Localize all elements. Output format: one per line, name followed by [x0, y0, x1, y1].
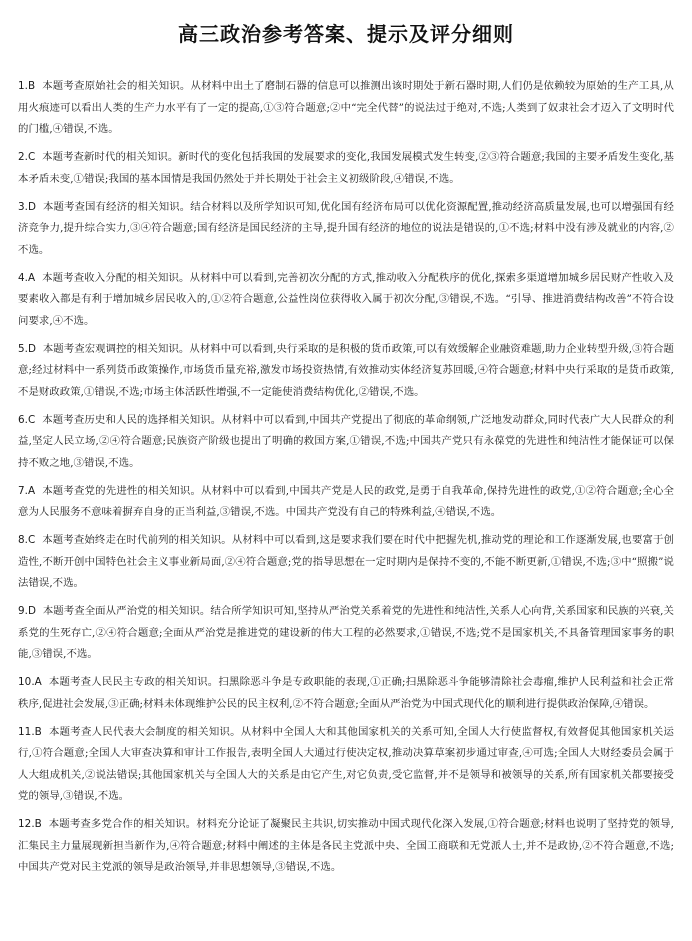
- answer-item-8: [18, 530, 674, 595]
- answer-list: [18, 76, 674, 885]
- answer-explanation: 本题考查国有经济的相关知识。结合材料以及所学知识可知,优化国有经济布局可以优化资源配置,推动经济高质量发展,也可以增强国有经济竞争力,提升综合实力,③④符合题意;国有经济是国民经济的主导,提升国有经济的地位的说法是错误的,①不选;材料中没有涉及就业的内容,②不选。: [18, 200, 674, 256]
- answer-item-4: [18, 268, 674, 333]
- answer-number: 3.D: [18, 200, 37, 213]
- answer-explanation: 本题考查始终走在时代前列的相关知识。从材料中可以看到,这是要求我们要在时代中把握先机,推动党的理论和工作逐渐发展,也要富于创造性,不断开创中国特色社会主义事业新局面,②④符合题意;党的指导思想在一定时期内是保持不变的,不能不断更新,①错误,不选;③中“照搬”说法错误,不选。: [18, 534, 674, 589]
- answer-number: 12.B: [18, 818, 42, 830]
- answer-number: 11.B: [18, 725, 42, 738]
- answer-number: 9.D: [18, 605, 37, 617]
- answer-item-6: [18, 410, 674, 475]
- answer-number: 1.B: [18, 80, 36, 92]
- answer-item-3: [18, 197, 674, 262]
- answer-item-9: [18, 601, 674, 666]
- answer-number: 10.A: [18, 676, 42, 688]
- answer-item-12: [18, 814, 674, 879]
- answer-explanation: 本题考查党的先进性的相关知识。从材料中可以看到,中国共产党是人民的政党,是勇于自我革命,保持先进性的政党,①②符合题意;全心全意为人民服务不意味着摒弃自身的正当利益,③错误,不选。中国共产党没有自己的特殊利益,④错误,不选。: [18, 484, 674, 518]
- answer-explanation: 本题考查收入分配的相关知识。从材料中可以看到,完善初次分配的方式,推动收入分配秩序的优化,探索多渠道增加城乡居民财产性收入及要素收入都是有利于增加城乡居民收入的,①②符合题意,公益性岗位获得收入属于初次分配,③错误,不选。“引导、推进消费结构改善”不符合设问要求,④不选。: [18, 271, 674, 327]
- answer-item-1: [18, 76, 674, 141]
- answer-number: 8.C: [18, 534, 36, 546]
- answer-number: 4.A: [18, 271, 36, 284]
- answer-explanation: 本题考查多党合作的相关知识。材料充分论证了凝聚民主共识,切实推动中国式现代化深入发展,①符合题意;材料也说明了坚持党的领导,汇集民主力量展现新担当新作为,④符合题意;材料中阐述的主体是各民主党派中央、全国工商联和无党派人士,并不是政协,②不符合题意,不选;中国共产党对民主党派的领导是政治领导,并非思想领导,③错误,不选。: [18, 818, 674, 873]
- answer-item-2: [18, 147, 674, 190]
- answer-number: 5.D: [18, 342, 37, 355]
- answer-number: 7.A: [18, 484, 36, 497]
- answer-explanation: 本题考查新时代的相关知识。新时代的变化包括我国的发展要求的变化,我国发展模式发生转变,②③符合题意;我国的主要矛盾发生变化,基本矛盾未变,①错误;我国的基本国情是我国仍然处于并长期处于社会主义初级阶段,④错误,不选。: [18, 151, 674, 185]
- answer-explanation: 本题考查历史和人民的选择相关知识。从材料中可以看到,中国共产党提出了彻底的革命纲领,广泛地发动群众,同时代表广大人民群众的利益,坚定人民立场,②④符合题意;民族资产阶级也提出了明确的救国方案,①错误,不选;中国共产党只有永葆党的先进性和纯洁性才能保证可以保持不败之地,③错误,不选。: [18, 413, 674, 469]
- page-title: 高三政治参考答案、提示及评分细则: [178, 22, 514, 46]
- answer-item-10: [18, 672, 674, 715]
- answer-number: 6.C: [18, 413, 36, 426]
- answer-explanation: 本题考查原始社会的相关知识。从材料中出土了磨制石器的信息可以推测出该时期处于新石器时期,人们仍是依赖较为原始的生产工具,从用火痕迹可以看出人类的生产力水平有了一定的提高,①③符合题意;②中“完全代替”的说法过于绝对,不选;人类到了奴隶社会才迈入了文明时代的门槛,④错误,不选。: [18, 80, 674, 135]
- answer-explanation: 本题考查人民代表大会制度的相关知识。从材料中全国人大和其他国家机关的关系可知,全国人大行使监督权,有效督促其他国家机关运行,①符合题意;全国人大审查决算和审计工作报告,表明全国人大通过行使决定权,推动决算草案初步通过审查,④可选;全国人大财经委员会属于人大组成机关,②说法错误;其他国家机关与全国人大的关系是由它产生,对它负责,受它监督,并不是领导和被领导的关系,所有国家机关都要接受党的领导,③错误,不选。: [18, 725, 674, 802]
- answer-item-11: [18, 722, 674, 808]
- answer-explanation: 本题考查全面从严治党的相关知识。结合所学知识可知,坚持从严治党关系着党的先进性和纯洁性,关系人心向背,关系国家和民族的兴衰,关系党的生死存亡,②④符合题意;全面从严治党是推进党的建设新的伟大工程的必然要求,①错误,不选;党不是国家机关,不具备管理国家事务的职能,③错误,不选。: [18, 605, 674, 660]
- answer-item-7: [18, 481, 674, 524]
- answer-number: 2.C: [18, 151, 36, 163]
- answer-explanation: 本题考查宏观调控的相关知识。从材料中可以看到,央行采取的是积极的货币政策,可以有效缓解企业融资难题,助力企业转型升级,③符合题意;经过材料中一系列货币政策操作,市场货币量充裕,激发市场投资热情,有效推动实体经济复苏回暖,④符合题意;材料中央行采取的是货币政策,不是财政政策,①错误,不选;市场主体活跃性增强,不一定能使消费结构优化,②错误,不选。: [18, 342, 674, 398]
- answer-explanation: 本题考查人民民主专政的相关知识。扫黑除恶斗争是专政职能的表现,①正确;扫黑除恶斗争能够清除社会毒瘤,维护人民利益和社会正常秩序,促进社会发展,③正确;材料未体现维护公民的民主权利,②不符合题意;全面从严治党为中国式现代化的顺利进行提供政治保障,④错误。: [18, 676, 674, 710]
- answer-item-5: [18, 339, 674, 404]
